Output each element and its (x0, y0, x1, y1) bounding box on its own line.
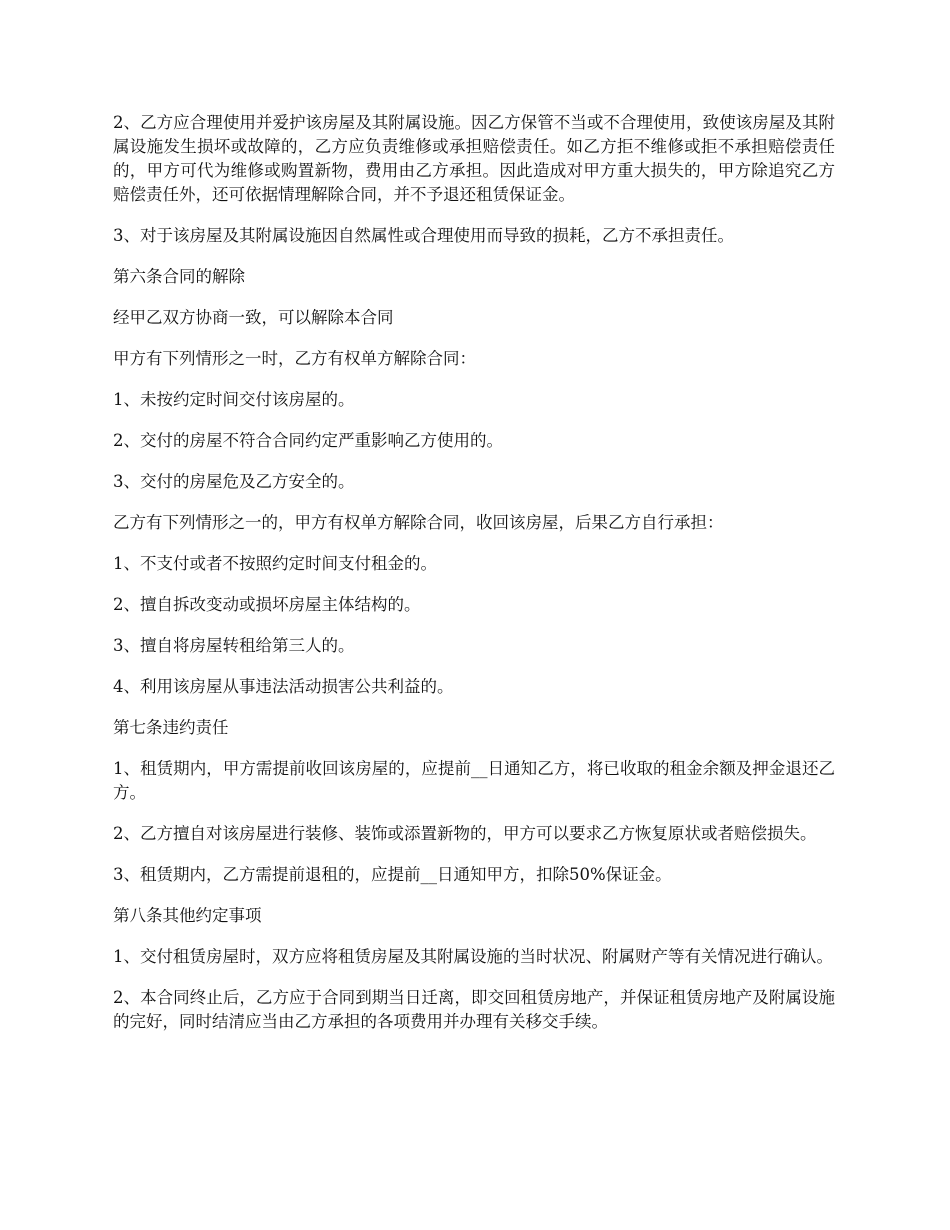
list-item: 2、乙方擅自对该房屋进行装修、装饰或添置新物的，甲方可以要求乙方恢复原状或者赔偿损失。 (113, 824, 817, 843)
list-item: 1、租赁期内，甲方需提前收回该房屋的，应提前__日通知乙方，将已收取的租金余额及押金退还乙方。 (113, 759, 835, 802)
list-item: 3、擅自将房屋转租给第三人的。 (113, 636, 355, 655)
list-item: 2、本合同终止后，乙方应于合同到期当日迁离，即交回租赁房地产，并保证租赁房地产及附属设施的完好，同时结清应当由乙方承担的各项费用并办理有关移交手续。 (113, 988, 835, 1031)
list-item: 2、交付的房屋不符合合同约定严重影响乙方使用的。 (113, 431, 503, 450)
paragraph-repair-liability: 2、乙方应合理使用并爱护该房屋及其附属设施。因乙方保管不当或不合理使用，致使该房屋及其附属设施发生损坏或故障的，乙方应负责维修或承担赔偿责任。如乙方拒不维修或拒不承担赔偿责任的，甲方可代为维修或购置新物，费用由乙方承担。因此造成对甲方重大损失的，甲方除追究乙方赔偿责任外，还可依据情理解除合同，并不予退还租赁保证金。 (113, 113, 835, 204)
list-item: 1、不支付或者不按照约定时间支付租金的。 (113, 554, 437, 573)
paragraph-natural-wear: 3、对于该房屋及其附属设施因自然属性或合理使用而导致的损耗，乙方不承担责任。 (113, 226, 734, 245)
list-item: 1、交付租赁房屋时，双方应将租赁房屋及其附属设施的当时状况、附属财产等有关情况进行确认。 (113, 947, 833, 966)
section-heading-breach: 第七条违约责任 (113, 718, 229, 737)
list-item: 3、租赁期内，乙方需提前退租的，应提前__日通知甲方，扣除50%保证金。 (113, 865, 672, 884)
list-item: 4、利用该房屋从事违法活动损害公共利益的。 (113, 677, 454, 696)
document-body (113, 111, 835, 1051)
list-item: 1、未按约定时间交付该房屋的。 (113, 390, 355, 409)
section-heading-other-terms: 第八条其他约定事项 (113, 906, 262, 925)
list-item: 2、擅自拆改变动或损坏房屋主体结构的。 (113, 595, 421, 614)
section-heading-termination: 第六条合同的解除 (113, 267, 245, 286)
paragraph-landlord-right-intro: 乙方有下列情形之一的，甲方有权单方解除合同，收回该房屋，后果乙方自行承担： (113, 513, 724, 532)
list-item: 3、交付的房屋危及乙方安全的。 (113, 472, 355, 491)
paragraph-tenant-right-intro: 甲方有下列情形之一时，乙方有权单方解除合同： (113, 349, 476, 368)
paragraph-mutual-termination: 经甲乙双方协商一致，可以解除本合同 (113, 308, 394, 327)
